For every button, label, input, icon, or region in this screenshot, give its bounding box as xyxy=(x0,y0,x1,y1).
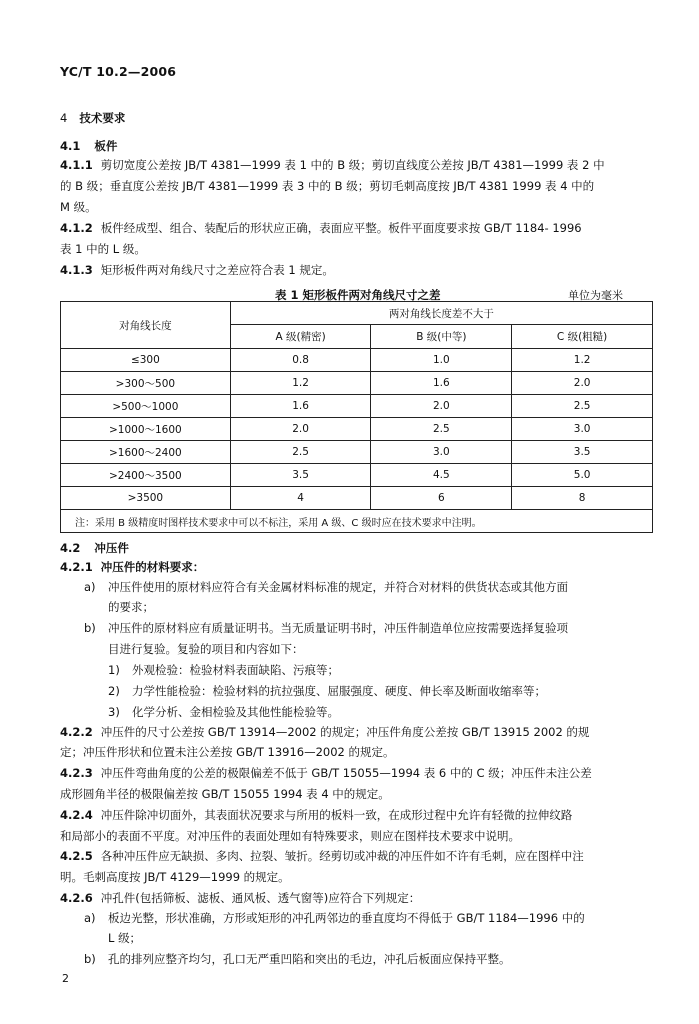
clause-4-1-2-number: 4.1.2 xyxy=(60,221,93,235)
table-cell: >2400～3500 xyxy=(61,464,231,487)
clause-4-2-1-b-3 xyxy=(108,705,339,719)
table-header-grade-b: B 级(中等) xyxy=(371,325,512,349)
table-cell: 3.0 xyxy=(371,441,512,464)
clause-4-2-4-line2: 和局部小的表面不平度。对冲压件的表面处理如有特殊要求，则应在图样技术要求中说明。 xyxy=(60,829,520,843)
table-cell: 2.0 xyxy=(512,372,653,395)
clause-4-2-4-number: 4.2.4 xyxy=(60,808,93,822)
table-row xyxy=(61,395,653,418)
table-cell: >500～1000 xyxy=(61,395,231,418)
table-header-group: 两对角线长度差不大于 xyxy=(230,302,652,325)
clause-4-1-1-line1 xyxy=(60,158,605,172)
clause-4-1-3-text: 矩形板件两对角线尺寸之差应符合表 1 规定。 xyxy=(100,263,334,277)
item-a-text1: 板边光整，形状准确，方形或矩形的冲孔两邻边的垂直度均不得低于 GB/T 1184—1996 中的 xyxy=(108,911,585,925)
table-cell: 5.0 xyxy=(512,464,653,487)
clause-4-2-5-line1 xyxy=(60,849,584,863)
table-cell: 2.0 xyxy=(230,418,371,441)
clause-4-2-1-b-2 xyxy=(108,684,546,698)
sub-item-1-text: 外观检验：检验材料表面缺陷、污痕等； xyxy=(132,663,339,677)
item-a-label: a) xyxy=(84,911,96,925)
clause-4-2-2-text1: 冲压件的尺寸公差按 GB/T 13914—2002 的规定；冲压件角度公差按 GB/T 13915 2002 的规 xyxy=(100,725,590,739)
table-cell: 1.2 xyxy=(512,349,653,372)
table-cell: 3.5 xyxy=(230,464,371,487)
table-row xyxy=(61,418,653,441)
clause-4-2-1-number: 4.2.1 xyxy=(60,560,93,574)
clause-4-2-3-line1 xyxy=(60,766,592,780)
section-4-title: 技术要求 xyxy=(79,111,126,125)
item-b-label: b) xyxy=(84,952,96,966)
table-cell: 0.8 xyxy=(230,349,371,372)
item-a-text1: 冲压件使用的原材料应符合有关金属材料标准的规定，并符合对材料的供货状态或其他方面 xyxy=(108,580,568,594)
section-4-heading xyxy=(60,111,125,125)
table-1-note: 注：采用 B 级精度时图样技术要求中可以不标注，采用 A 级、C 级时应在技术要求中注明。 xyxy=(61,510,653,533)
table-cell: 1.0 xyxy=(371,349,512,372)
clause-4-2-1-a-line2: 的要求； xyxy=(108,600,154,614)
table-cell: 6 xyxy=(371,487,512,510)
table-cell: >3500 xyxy=(61,487,231,510)
table-1-unit: 单位为毫米 xyxy=(568,289,623,302)
table-cell: 1.6 xyxy=(230,395,371,418)
table-cell: 2.0 xyxy=(371,395,512,418)
table-row xyxy=(61,372,653,395)
table-row xyxy=(61,487,653,510)
sub-item-1-label: 1) xyxy=(108,663,120,677)
clause-4-2-5-line2: 明。毛刺高度按 JB/T 4129—1999 的规定。 xyxy=(60,870,290,884)
table-cell: 2.5 xyxy=(230,441,371,464)
diagonal-difference-table xyxy=(60,301,653,533)
sub-item-2-text: 力学性能检验：检验材料的抗拉强度、屈服强度、硬度、伸长率及断面收缩率等； xyxy=(132,684,546,698)
table-cell: 2.5 xyxy=(371,418,512,441)
clause-4-2-6-b-line1 xyxy=(84,952,511,966)
clause-4-1-3 xyxy=(60,263,334,277)
clause-4-1-1-line2: 的 B 级；垂直度公差按 JB/T 4381—1999 表 3 中的 B 级；剪切毛刺高度按 JB/T 4381 1999 表 4 中的 xyxy=(60,179,595,193)
table-cell: >300～500 xyxy=(61,372,231,395)
clause-4-2-1-title: 冲压件的材料要求： xyxy=(100,560,205,574)
table-row xyxy=(61,441,653,464)
clause-4-2-1-heading xyxy=(60,560,204,574)
clause-4-1-2-line1 xyxy=(60,221,582,235)
clause-4-2-4-text1: 冲压件除冲切面外，其表面状况要求与所用的板料一致，在成形过程中允许有轻微的拉伸纹路 xyxy=(100,808,573,822)
section-4-2-title: 冲压件 xyxy=(94,541,129,555)
clause-4-2-6-a-line1 xyxy=(84,911,585,925)
item-b-text1: 冲压件的原材料应有质量证明书。当无质量证明书时，冲压件制造单位应按需要选择复验项 xyxy=(108,621,568,635)
clause-4-2-1-b-line2: 目进行复验。复验的项目和内容如下： xyxy=(108,642,304,656)
table-header-grade-a: A 级(精密) xyxy=(230,325,371,349)
table-cell: ≤300 xyxy=(61,349,231,372)
clause-4-2-6-text: 冲孔件(包括筛板、滤板、通风板、透气窗等)应符合下列规定： xyxy=(100,891,421,905)
clause-4-2-6-number: 4.2.6 xyxy=(60,891,93,905)
table-cell: 4 xyxy=(230,487,371,510)
table-1-title: 表 1 矩形板件两对角线尺寸之差 xyxy=(275,288,441,302)
clause-4-2-2-number: 4.2.2 xyxy=(60,725,93,739)
clause-4-2-3-line2: 成形圆角半径的极限偏差按 GB/T 15055 1994 表 4 中的规定。 xyxy=(60,787,390,801)
clause-4-2-6-heading xyxy=(60,891,420,905)
table-cell: 3.5 xyxy=(512,441,653,464)
clause-4-1-2-text1: 板件经成型、组合、装配后的形状应正确，表面应平整。板件平面度要求按 GB/T 1184- 1996 xyxy=(100,221,582,235)
standard-number-header: YC/T 10.2—2006 xyxy=(60,64,177,79)
section-4-2-number: 4.2 xyxy=(60,541,81,555)
item-b-text1: 孔的排列应整齐均匀，孔口无严重凹陷和突出的毛边，冲孔后板面应保持平整。 xyxy=(108,952,511,966)
section-4-2-heading xyxy=(60,541,129,555)
table-row xyxy=(61,349,653,372)
table-cell: 3.0 xyxy=(512,418,653,441)
clause-4-2-3-number: 4.2.3 xyxy=(60,766,93,780)
clause-4-1-1-number: 4.1.1 xyxy=(60,158,93,172)
clause-4-1-2-line2: 表 1 中的 L 级。 xyxy=(60,242,146,256)
item-b-label: b) xyxy=(84,621,96,635)
clause-4-2-1-b-1 xyxy=(108,663,339,677)
table-row xyxy=(61,464,653,487)
table-cell: >1000～1600 xyxy=(61,418,231,441)
sub-item-3-text: 化学分析、金相检验及其他性能检验等。 xyxy=(132,705,339,719)
section-4-1-number: 4.1 xyxy=(60,139,81,153)
clause-4-1-1-line3: M 级。 xyxy=(60,200,97,214)
clause-4-2-4-line1 xyxy=(60,808,572,822)
clause-4-2-1-b-line1 xyxy=(84,621,568,635)
clause-4-2-2-line2: 定；冲压件形状和位置未注公差按 GB/T 13916—2002 的规定。 xyxy=(60,745,395,759)
sub-item-3-label: 3) xyxy=(108,705,120,719)
table-cell: 1.6 xyxy=(371,372,512,395)
table-header-grade-c: C 级(粗糙) xyxy=(512,325,653,349)
table-cell: 2.5 xyxy=(512,395,653,418)
clause-4-2-5-number: 4.2.5 xyxy=(60,849,93,863)
table-cell: >1600～2400 xyxy=(61,441,231,464)
clause-4-2-1-a-line1 xyxy=(84,580,568,594)
section-4-1-title: 板件 xyxy=(94,139,118,153)
table-header-diagonal-length: 对角线长度 xyxy=(61,302,231,349)
table-cell: 4.5 xyxy=(371,464,512,487)
table-cell: 1.2 xyxy=(230,372,371,395)
clause-4-2-2-line1 xyxy=(60,725,589,739)
clause-4-2-3-text1: 冲压件弯曲角度的公差的极限偏差不低于 GB/T 15055—1994 表 6 中的 C 级；冲压件未注公差 xyxy=(100,766,592,780)
page-number: 2 xyxy=(62,972,69,985)
item-a-label: a) xyxy=(84,580,96,594)
table-cell: 8 xyxy=(512,487,653,510)
clause-4-1-3-number: 4.1.3 xyxy=(60,263,93,277)
section-4-1-heading xyxy=(60,139,117,153)
sub-item-2-label: 2) xyxy=(108,684,120,698)
clause-4-2-6-a-line2: L 级； xyxy=(108,931,142,945)
clause-4-1-1-text1: 剪切宽度公差按 JB/T 4381—1999 表 1 中的 B 级；剪切直线度公差按 JB/T 4381—1999 表 2 中 xyxy=(100,158,605,172)
clause-4-2-5-text1: 各种冲压件应无缺损、多肉、拉裂、皱折。经剪切或冲裁的冲压件如不许有毛刺，应在图样中注 xyxy=(100,849,584,863)
section-4-number: 4 xyxy=(60,111,68,125)
